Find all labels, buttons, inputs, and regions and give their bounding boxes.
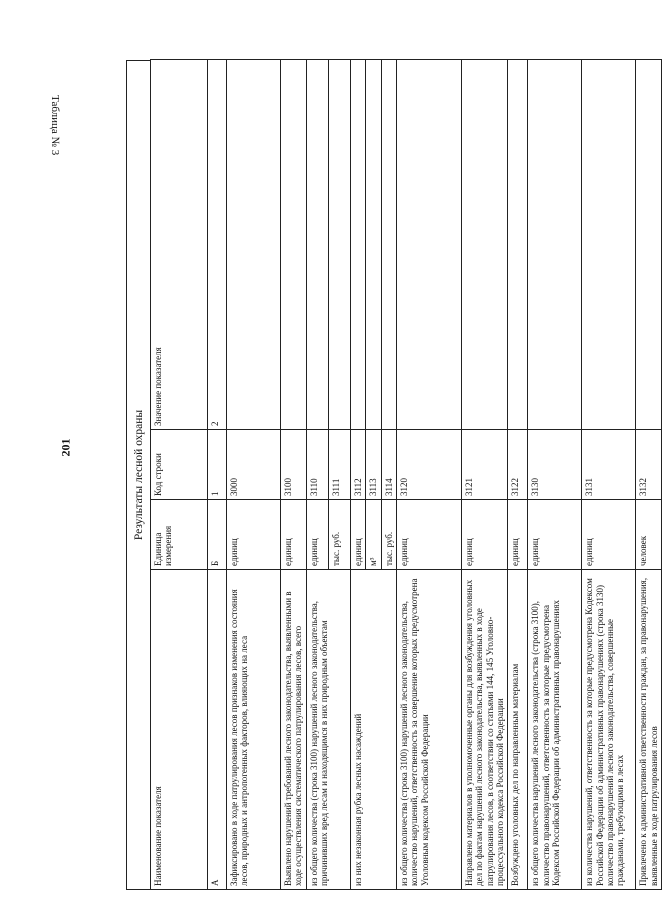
row-code: 3121: [462, 430, 508, 500]
row-name: из общего количества нарушений лесного законодательства (строка 3100), количество правонарушений, ответственность за которые предусмотрена Кодексом Российской Федерации об административных правонарушениях: [528, 570, 582, 890]
letter-b: Б: [208, 500, 227, 570]
row-name: из общего количества (строка 3100) нарушений лесного законодательства, количество нарушений, ответственность за совершение которых предусмотрена Уголовным кодексом Российской Федерации: [397, 570, 462, 890]
row-unit: единиц: [528, 500, 582, 570]
row-name: Направлено материалов в уполномоченные органы для возбуждения уголовных дел по фактам нарушений лесного законодательства, выявленных в ходе патрулирования лесов, в соответствии со статьями 144, 145 Уголовно-процессуального кодекса Российской Федерации: [462, 570, 508, 890]
row-value: [281, 60, 307, 430]
header-code: Код строки: [151, 430, 208, 500]
table-row: [397, 60, 462, 890]
row-value: [227, 60, 281, 430]
row-code: 3120: [397, 430, 462, 500]
table-label: Таблица № 3: [49, 95, 61, 156]
table-row: [528, 60, 582, 890]
table-row: [462, 60, 508, 890]
letter-1: 1: [208, 430, 227, 500]
page-number: 201: [58, 438, 73, 457]
table-row: [582, 60, 636, 890]
row-unit: единиц: [351, 500, 366, 570]
row-unit: единиц: [307, 500, 329, 570]
row-code: 3100: [281, 430, 307, 500]
table-row: [351, 60, 366, 890]
table-row: [281, 60, 307, 890]
results-table: [150, 59, 662, 890]
table-row: [227, 60, 281, 890]
results-table-container: [126, 60, 659, 890]
row-value: [397, 60, 462, 430]
row-code: 3114: [381, 430, 396, 500]
row-unit: единиц: [397, 500, 462, 570]
row-unit: единиц: [281, 500, 307, 570]
row-code: 3130: [528, 430, 582, 500]
row-unit: единиц: [582, 500, 636, 570]
row-unit: единиц: [508, 500, 528, 570]
row-code: 3000: [227, 430, 281, 500]
row-unit: единиц: [462, 500, 508, 570]
row-name: Выявлено нарушений требований лесного законодательства, выявленными в ходе осуществления систематического патрулирования лесов, всего: [281, 570, 307, 890]
row-value: [508, 60, 528, 430]
row-code: 3131: [582, 430, 636, 500]
table-row: [636, 60, 662, 890]
table-row: [508, 60, 528, 890]
row-value: [636, 60, 662, 430]
row-code: 3132: [636, 430, 662, 500]
letter-2: 2: [208, 60, 227, 430]
row-unit: единиц: [227, 500, 281, 570]
row-unit: м³: [366, 500, 381, 570]
row-code: 3110: [307, 430, 329, 500]
letter-a: А: [208, 570, 227, 890]
row-value: [307, 60, 329, 430]
row-unit: тыс. руб.: [381, 500, 396, 570]
row-value: [381, 60, 396, 430]
row-name: из количества нарушений, ответственность за которые предусмотрена Кодексом Российской Федерации об административных правонарушениях (строка 3130) количество правонарушений лесного законодательства, совершенные гражданами, требующими в лесах: [582, 570, 636, 890]
row-name: Возбуждено уголовных дел по направленным материалам: [508, 570, 528, 890]
row-name: из них незаконная рубка лесных насаждений: [351, 570, 397, 890]
row-value: [329, 60, 351, 430]
row-code: 3111: [329, 430, 351, 500]
row-unit: тыс. руб.: [329, 500, 351, 570]
header-name: Наименование показателя: [151, 570, 208, 890]
header-unit: Единица измерения: [151, 500, 208, 570]
row-value: [351, 60, 366, 430]
row-value: [528, 60, 582, 430]
header-row: [151, 60, 208, 890]
row-unit: человек: [636, 500, 662, 570]
row-code: 3113: [366, 430, 381, 500]
table-title: Результаты лесной охраны: [126, 60, 150, 890]
table-row: [307, 60, 329, 890]
row-name: Привлечено к административной ответственности граждан, за правонарушения, выявленные в ходе патрулирования лесов: [636, 570, 662, 890]
row-value: [366, 60, 381, 430]
letters-row: [208, 60, 227, 890]
row-code: 3112: [351, 430, 366, 500]
header-value: Значение показателя: [151, 60, 208, 430]
row-name: Зафиксировано в ходе патрулирования лесов признаков изменения состояния лесов, природных и антропогенных факторов, влияющих на леса: [227, 570, 281, 890]
row-code: 3122: [508, 430, 528, 500]
row-value: [462, 60, 508, 430]
row-name: из общего количества (строка 3100) нарушений лесного законодательства, причинивших вред лесам и находящимся в них природным объектам: [307, 570, 351, 890]
row-value: [582, 60, 636, 430]
